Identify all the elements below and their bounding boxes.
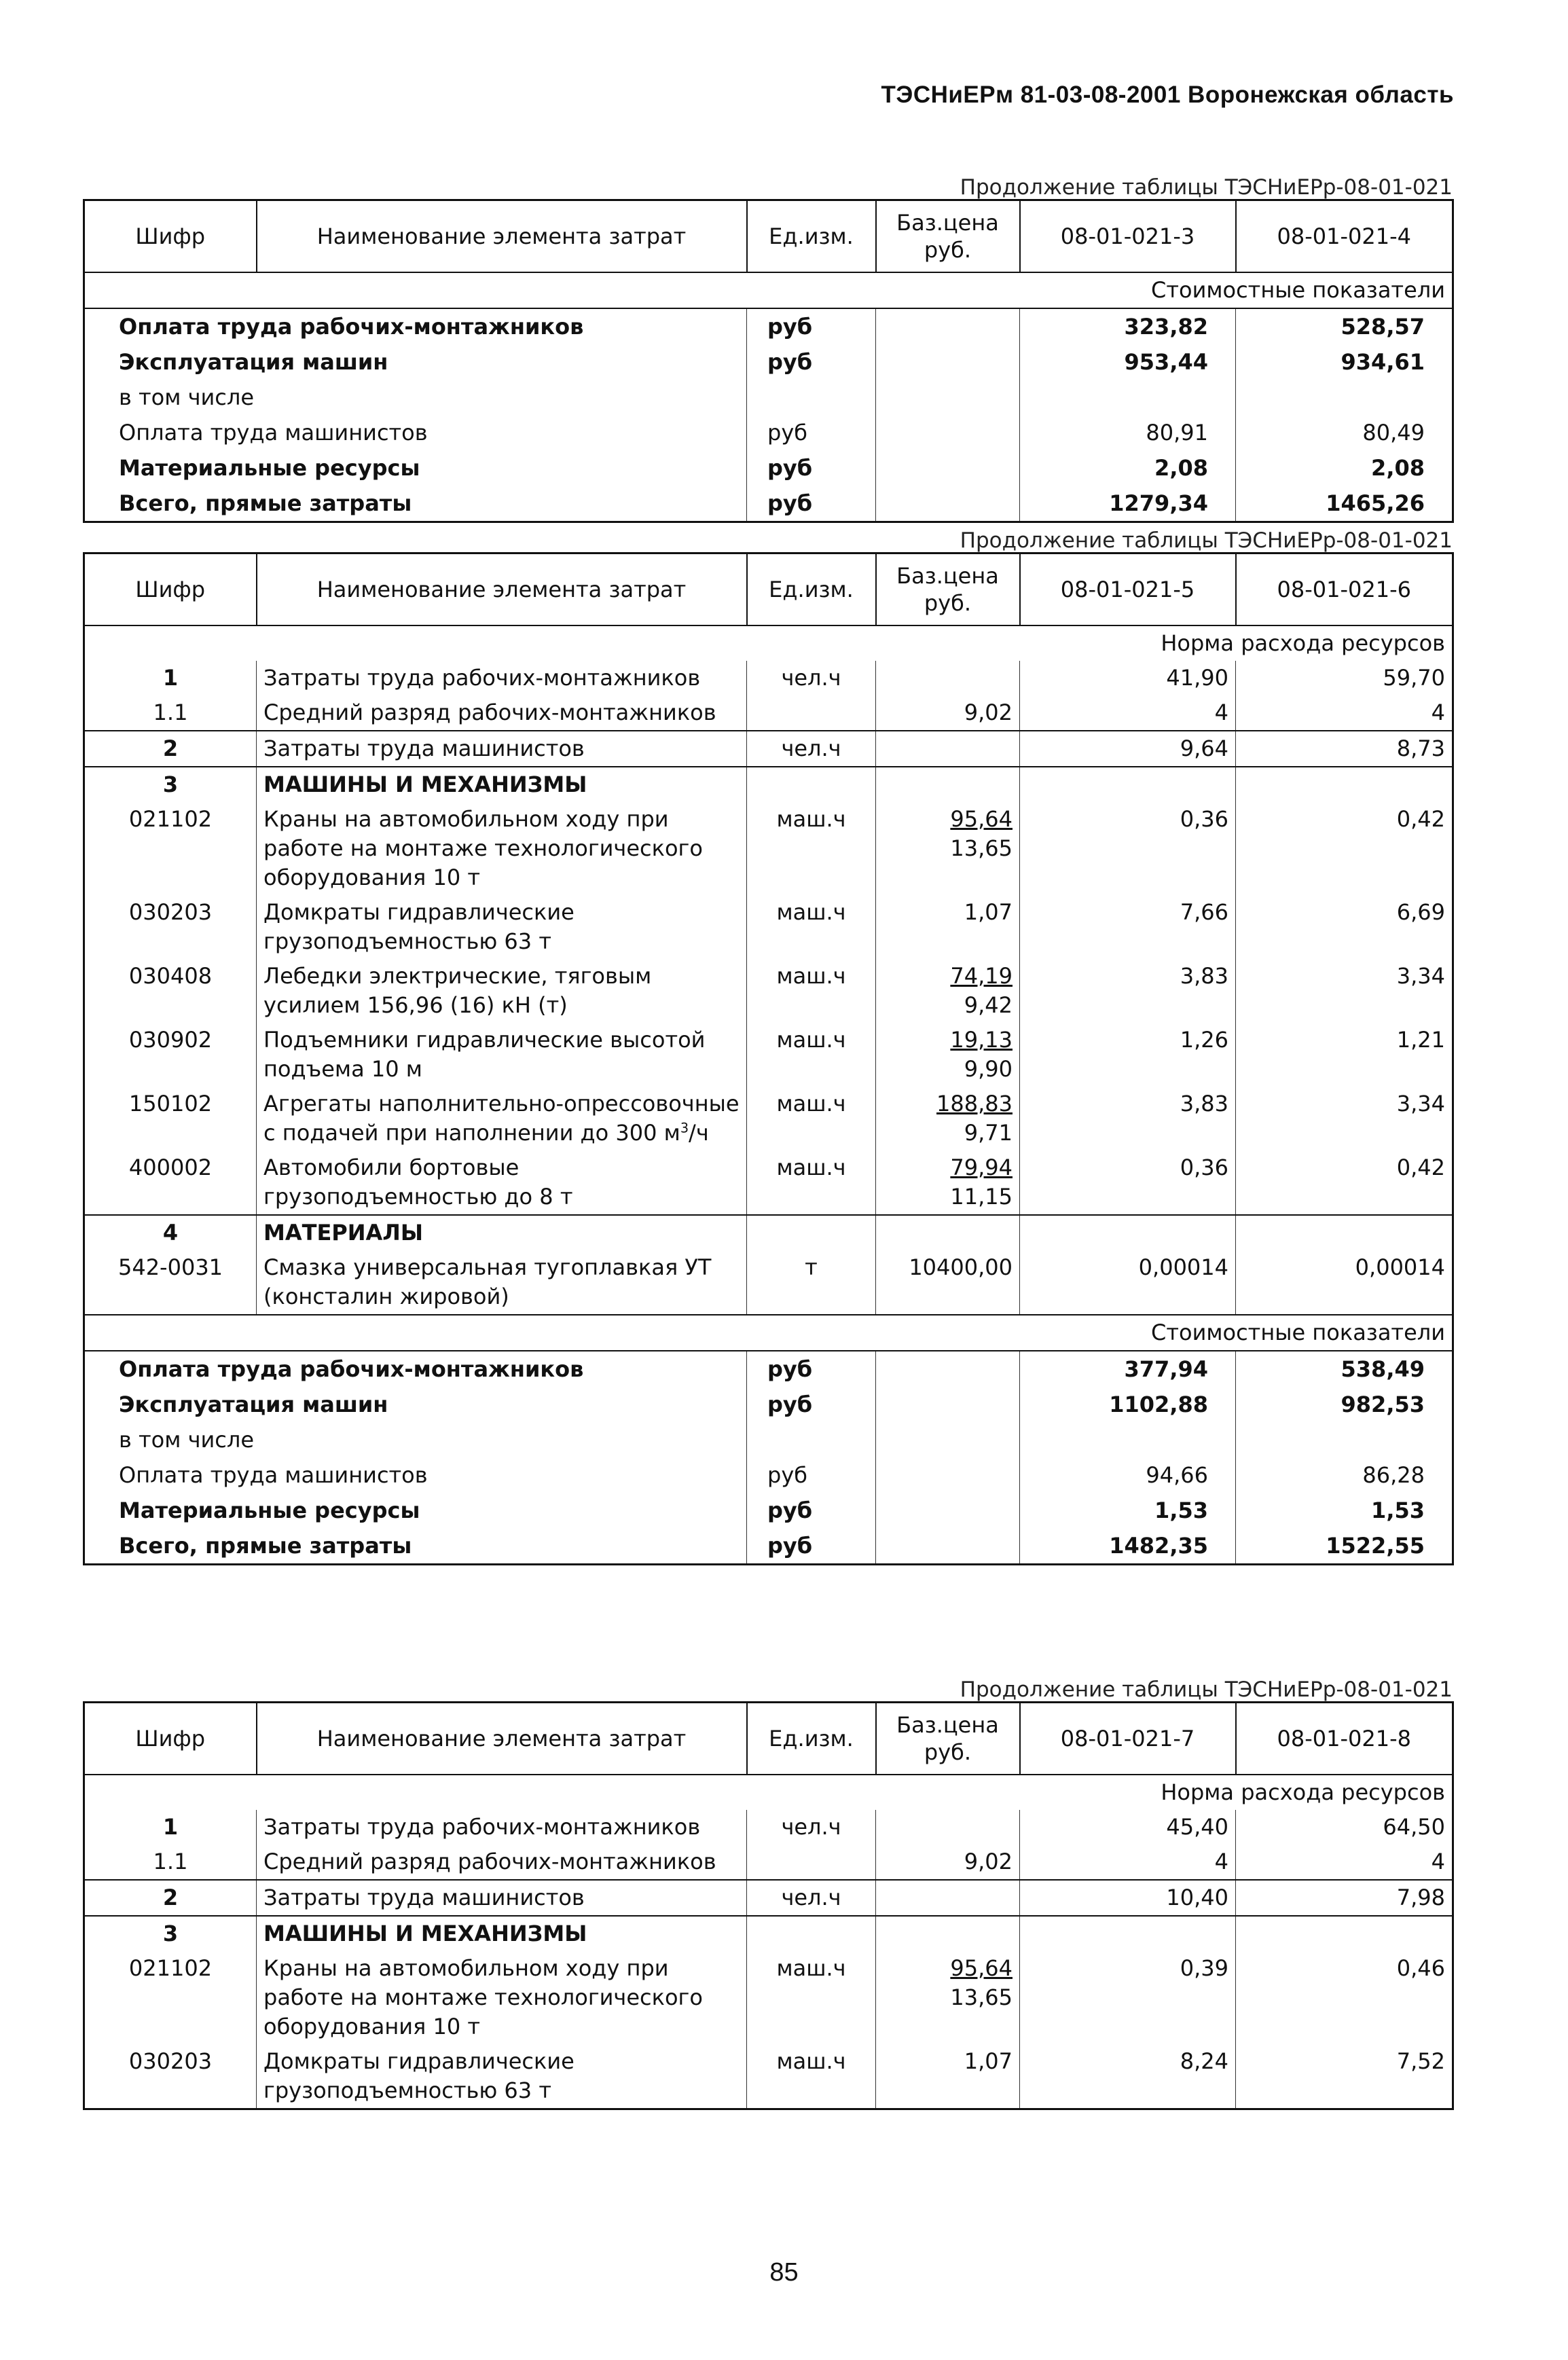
price-denominator: 13,65 [950,835,1013,861]
col-unit-header: Ед.изм. [747,1703,876,1775]
band-row [84,1315,1453,1351]
row-price [876,1023,1020,1087]
row-name: МАШИНЫ И МЕХАНИЗМЫ [257,767,747,802]
row-price [876,1810,1020,1845]
summary-value-a: 323,82 [1020,308,1236,344]
row-price: 9,02 [876,1845,1020,1880]
row-code: 150102 [84,1087,257,1150]
table-caption: Продолжение таблицы ТЭСНиЕРр-08-01-021 [960,175,1453,200]
col-name-header: Наименование элемента затрат [257,1703,747,1775]
col-b-header: 08-01-021-4 [1236,200,1453,273]
superscript-3: 3 [680,1120,689,1136]
resource-row [84,1951,1453,2044]
row-price [876,1150,1020,1215]
row-value-a: 41,90 [1020,661,1236,695]
row-value-b [1236,1916,1453,1951]
summary-unit: руб [747,1387,876,1422]
summary-value-b: 934,61 [1236,344,1453,380]
row-unit: маш.ч [747,802,876,895]
summary-unit: руб [747,415,876,450]
price-fraction [950,1153,1013,1212]
price-denominator: 9,42 [964,992,1013,1018]
summary-price [876,450,1020,486]
summary-row [84,1387,1453,1422]
summary-row [84,308,1453,344]
row-unit: маш.ч [747,2044,876,2109]
page-header: ТЭСНиЕРм 81-03-08-2001 Воронежская область [881,81,1454,108]
summary-label: Материальные ресурсы [84,1493,747,1528]
summary-price [876,380,1020,415]
row-value-b: 1,21 [1236,1023,1453,1087]
row-code: 1.1 [84,1845,257,1880]
row-price: 9,02 [876,695,1020,731]
row-value-b: 3,34 [1236,1087,1453,1150]
summary-row [84,1493,1453,1528]
col-unit-header: Ед.изм. [747,200,876,273]
resource-row [84,1880,1453,1916]
row-value-b: 4 [1236,1845,1453,1880]
summary-price [876,415,1020,450]
price-numerator: 95,64 [950,806,1013,832]
row-value-b [1236,767,1453,802]
resource-row [84,802,1453,895]
row-name: Смазка универсальная тугоплавкая УТ (консталин жировой) [257,1250,747,1315]
summary-value-b: 86,28 [1236,1457,1453,1493]
row-unit: маш.ч [747,1023,876,1087]
row-unit [747,1215,876,1250]
row-name: Краны на автомобильном ходу при работе на монтаже технологического оборудования 10 т [257,802,747,895]
band-label: Стоимостные показатели [84,272,1453,308]
row-value-a: 7,66 [1020,895,1236,959]
summary-row [84,415,1453,450]
col-price-header: Баз.цена руб. [876,553,1020,626]
summary-value-b: 80,49 [1236,415,1453,450]
summary-value-a: 953,44 [1020,344,1236,380]
summary-label: Материальные ресурсы [84,450,747,486]
row-unit: чел.ч [747,1810,876,1845]
row-unit: чел.ч [747,1880,876,1916]
row-price [876,1916,1020,1951]
row-name: Подъемники гидравлические высотой подъема 10 м [257,1023,747,1087]
price-numerator: 79,94 [950,1155,1013,1180]
summary-label: Всего, прямые затраты [84,1528,747,1565]
section-row [84,1916,1453,1951]
row-price [876,731,1020,767]
row-value-a: 0,39 [1020,1951,1236,2044]
summary-value-b: 1522,55 [1236,1528,1453,1565]
summary-price [876,1351,1020,1387]
summary-unit: руб [747,1493,876,1528]
price-denominator: 9,71 [964,1120,1013,1146]
row-value-a: 0,36 [1020,802,1236,895]
summary-value-b: 2,08 [1236,450,1453,486]
summary-unit: руб [747,1528,876,1565]
row-unit [747,767,876,802]
table-caption: Продолжение таблицы ТЭСНиЕРр-08-01-021 [960,528,1453,553]
summary-label: Оплата труда машинистов [84,1457,747,1493]
summary-price [876,486,1020,522]
row-value-b: 7,52 [1236,2044,1453,2109]
row-value-a: 4 [1020,1845,1236,1880]
row-value-a: 1,26 [1020,1023,1236,1087]
row-unit: маш.ч [747,895,876,959]
section-row [84,767,1453,802]
band-row [84,625,1453,661]
row-price [876,1215,1020,1250]
row-unit [747,1916,876,1951]
table-header-row [84,200,1453,273]
resource-body [84,625,1453,1565]
price-denominator: 9,90 [964,1056,1013,1082]
row-value-a [1020,1916,1236,1951]
band-label: Стоимостные показатели [84,1315,1453,1351]
summary-value-a: 1,53 [1020,1493,1236,1528]
row-price: 1,07 [876,2044,1020,2109]
row-value-b: 6,69 [1236,895,1453,959]
row-code: 3 [84,1916,257,1951]
row-code: 2 [84,731,257,767]
summary-price [876,344,1020,380]
summary-value-b [1236,1422,1453,1457]
row-value-b: 3,34 [1236,959,1453,1023]
price-fraction [950,805,1013,863]
summary-label: Эксплуатация машин [84,1387,747,1422]
row-code: 4 [84,1215,257,1250]
row-value-a: 3,83 [1020,1087,1236,1150]
row-unit [747,1845,876,1880]
summary-value-a: 377,94 [1020,1351,1236,1387]
summary-unit [747,1422,876,1457]
row-price [876,1951,1020,2044]
row-name: Лебедки электрические, тяговым усилием 156,96 (16) кН (т) [257,959,747,1023]
price-denominator: 13,65 [950,1984,1013,2010]
price-fraction [950,1954,1013,2012]
row-name: МАШИНЫ И МЕХАНИЗМЫ [257,1916,747,1951]
summary-unit [747,380,876,415]
summary-label: в том числе [84,380,747,415]
row-value-a [1020,1215,1236,1250]
summary-unit: руб [747,486,876,522]
summary-body [84,272,1453,522]
col-a-header: 08-01-021-5 [1020,553,1236,626]
row-value-b: 0,42 [1236,802,1453,895]
row-unit: маш.ч [747,1087,876,1150]
row-code: 030203 [84,2044,257,2109]
row-price [876,1880,1020,1916]
row-value-a: 0,00014 [1020,1250,1236,1315]
row-code: 030902 [84,1023,257,1087]
summary-price [876,1457,1020,1493]
row-value-a: 4 [1020,695,1236,731]
row-value-b: 59,70 [1236,661,1453,695]
resource-row [84,1087,1453,1150]
row-code: 542-0031 [84,1250,257,1315]
col-code-header: Шифр [84,553,257,626]
row-name: Краны на автомобильном ходу при работе на монтаже технологического оборудования 10 т [257,1951,747,2044]
summary-price [876,308,1020,344]
row-value-b [1236,1215,1453,1250]
col-code-header: Шифр [84,200,257,273]
summary-label: Эксплуатация машин [84,344,747,380]
table-header-row [84,1703,1453,1775]
col-a-header: 08-01-021-3 [1020,200,1236,273]
summary-row [84,344,1453,380]
row-price [876,1087,1020,1150]
col-name-header: Наименование элемента затрат [257,553,747,626]
summary-value-b: 538,49 [1236,1351,1453,1387]
row-name: Агрегаты наполнительно-опрессовочные с подачей при наполнении до 300 $м^3/ч$ [257,1087,747,1150]
summary-label: в том числе [84,1422,747,1457]
resource-body [84,1775,1453,2109]
table-caption: Продолжение таблицы ТЭСНиЕРр-08-01-021 [960,1677,1453,1702]
row-unit: маш.ч [747,1150,876,1215]
resource-row [84,959,1453,1023]
band-label: Норма расхода ресурсов [84,1775,1453,1810]
resource-row [84,1250,1453,1315]
summary-value-a [1020,380,1236,415]
row-name: Затраты труда машинистов [257,731,747,767]
cost-table-2 [83,552,1454,1565]
row-value-a: 3,83 [1020,959,1236,1023]
row-unit: чел.ч [747,731,876,767]
summary-value-b: 1465,26 [1236,486,1453,522]
band-row [84,272,1453,308]
summary-price [876,1422,1020,1457]
row-value-b: 0,42 [1236,1150,1453,1215]
summary-value-b: 1,53 [1236,1493,1453,1528]
row-price [876,767,1020,802]
summary-value-a: 2,08 [1020,450,1236,486]
row-name: Затраты труда машинистов [257,1880,747,1916]
row-code: 400002 [84,1150,257,1215]
row-unit: т [747,1250,876,1315]
row-name: Затраты труда рабочих-монтажников [257,661,747,695]
row-value-b: 4 [1236,695,1453,731]
row-value-b: 8,73 [1236,731,1453,767]
price-fraction [950,962,1013,1020]
row-value-b: 64,50 [1236,1810,1453,1845]
col-b-header: 08-01-021-8 [1236,1703,1453,1775]
summary-value-a: 80,91 [1020,415,1236,450]
row-name: Затраты труда рабочих-монтажников [257,1810,747,1845]
summary-row [84,1457,1453,1493]
row-value-b: 0,00014 [1236,1250,1453,1315]
col-price-header: Баз.цена руб. [876,1703,1020,1775]
col-code-header: Шифр [84,1703,257,1775]
row-code: 021102 [84,1951,257,2044]
col-price-header: Баз.цена руб. [876,200,1020,273]
summary-price [876,1493,1020,1528]
col-name-header: Наименование элемента затрат [257,200,747,273]
row-code: 3 [84,767,257,802]
summary-row [84,486,1453,522]
summary-value-b: 982,53 [1236,1387,1453,1422]
row-unit: маш.ч [747,959,876,1023]
price-denominator: 11,15 [950,1184,1013,1210]
page-number: 85 [769,2258,799,2287]
resource-row [84,1810,1453,1845]
summary-value-b [1236,380,1453,415]
row-value-a: 9,64 [1020,731,1236,767]
row-code: 1 [84,1810,257,1845]
summary-unit: руб [747,1457,876,1493]
price-fraction [950,1025,1013,1084]
summary-row [84,1528,1453,1565]
price-fraction [936,1089,1013,1148]
row-code: 1.1 [84,695,257,731]
summary-unit: руб [747,308,876,344]
summary-value-a: 1279,34 [1020,486,1236,522]
summary-value-a: 94,66 [1020,1457,1236,1493]
price-numerator: 74,19 [950,963,1013,989]
resource-row [84,1023,1453,1087]
resource-row [84,1845,1453,1880]
resource-row [84,1150,1453,1215]
summary-row [84,380,1453,415]
row-code: 2 [84,1880,257,1916]
col-b-header: 08-01-021-6 [1236,553,1453,626]
cost-table-1 [83,199,1454,523]
band-label: Норма расхода ресурсов [84,625,1453,661]
col-unit-header: Ед.изм. [747,553,876,626]
summary-unit: руб [747,450,876,486]
band-row [84,1775,1453,1810]
row-price: 10400,00 [876,1250,1020,1315]
resource-row [84,731,1453,767]
summary-value-a [1020,1422,1236,1457]
summary-label: Оплата труда машинистов [84,415,747,450]
resource-row [84,895,1453,959]
cost-table-3 [83,1701,1454,2110]
row-value-a [1020,767,1236,802]
col-a-header: 08-01-021-7 [1020,1703,1236,1775]
resource-row [84,661,1453,695]
summary-unit: руб [747,1351,876,1387]
summary-label: Оплата труда рабочих-монтажников [84,308,747,344]
row-code: 021102 [84,802,257,895]
table-header-row [84,553,1453,626]
summary-value-a: 1482,35 [1020,1528,1236,1565]
row-price [876,661,1020,695]
price-numerator: 19,13 [950,1027,1013,1053]
price-numerator: 95,64 [950,1955,1013,1981]
summary-label: Всего, прямые затраты [84,486,747,522]
summary-price [876,1528,1020,1565]
resource-row [84,2044,1453,2109]
row-value-a: 45,40 [1020,1810,1236,1845]
row-unit [747,695,876,731]
row-value-a: 0,36 [1020,1150,1236,1215]
row-code: 030408 [84,959,257,1023]
row-name: Автомобили бортовые грузоподъемностью до 8 т [257,1150,747,1215]
summary-row [84,450,1453,486]
row-name: Средний разряд рабочих-монтажников [257,695,747,731]
row-unit: чел.ч [747,661,876,695]
summary-unit: руб [747,344,876,380]
summary-row [84,1422,1453,1457]
row-price [876,802,1020,895]
row-unit: маш.ч [747,1951,876,2044]
summary-value-b: 528,57 [1236,308,1453,344]
row-price [876,959,1020,1023]
row-price: 1,07 [876,895,1020,959]
row-name: Домкраты гидравлические грузоподъемностью 63 т [257,2044,747,2109]
row-value-b: 0,46 [1236,1951,1453,2044]
row-value-a: 10,40 [1020,1880,1236,1916]
section-row [84,1215,1453,1250]
price-numerator: 188,83 [936,1091,1013,1117]
summary-price [876,1387,1020,1422]
row-name: МАТЕРИАЛЫ [257,1215,747,1250]
row-code: 030203 [84,895,257,959]
summary-value-a: 1102,88 [1020,1387,1236,1422]
row-code: 1 [84,661,257,695]
resource-row [84,695,1453,731]
summary-row [84,1351,1453,1387]
summary-label: Оплата труда рабочих-монтажников [84,1351,747,1387]
row-value-a: 8,24 [1020,2044,1236,2109]
row-value-b: 7,98 [1236,1880,1453,1916]
row-name: Средний разряд рабочих-монтажников [257,1845,747,1880]
row-name: Домкраты гидравлические грузоподъемностью 63 т [257,895,747,959]
